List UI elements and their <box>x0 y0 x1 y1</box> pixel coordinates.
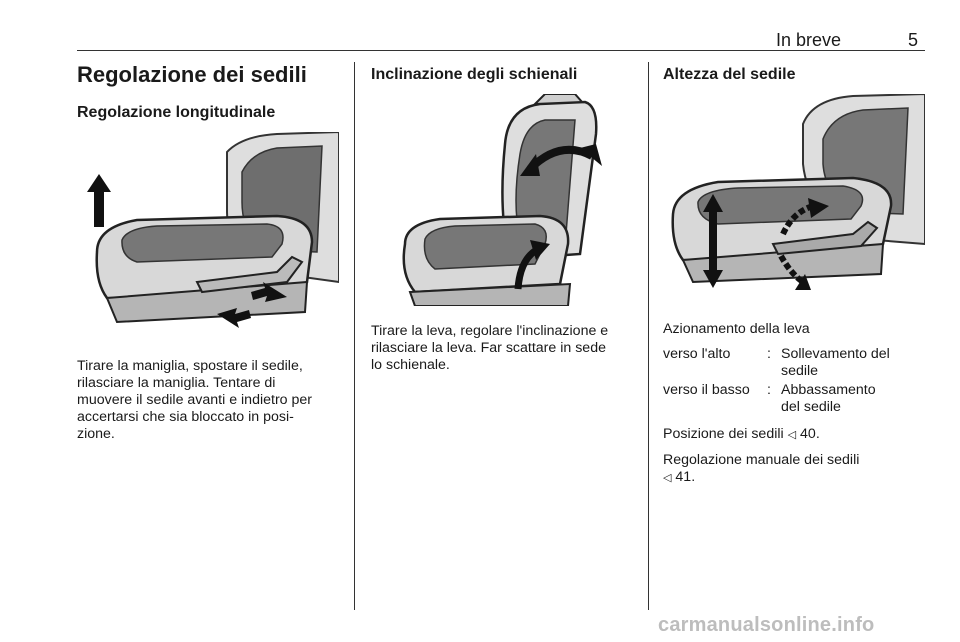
table-value-line: sedile <box>781 363 819 379</box>
reference-page: 40. <box>800 426 820 442</box>
page-number: 5 <box>908 30 919 50</box>
table-value-line: Abbassamento <box>781 382 876 398</box>
table-value <box>781 380 927 416</box>
table-separator: : <box>767 382 771 398</box>
column-divider-2 <box>648 62 649 610</box>
reference-text: Posizione dei sedili <box>663 426 784 442</box>
cross-reference-seat-position[interactable] <box>663 426 927 444</box>
table-key: verso l'alto <box>663 346 731 362</box>
main-heading: Regolazione dei sedili <box>77 62 307 87</box>
heading-height: Altezza del sedile <box>663 66 796 83</box>
seat-height-illustration <box>663 94 925 294</box>
text-line: rilasciare la leva. Far scattare in sede <box>371 340 606 356</box>
seat-longitudinal-illustration <box>77 132 339 332</box>
table-row <box>663 380 927 416</box>
table-separator: : <box>767 346 771 362</box>
watermark: carmanualsonline.info <box>658 614 875 636</box>
text-line: Tirare la leva, regolare l'inclinazione e <box>371 323 609 339</box>
reference-text: Regolazione manuale dei sedili <box>663 452 860 468</box>
heading-recline: Inclinazione degli schienali <box>371 66 578 83</box>
text-line: accertarsi che sia bloccato in posi- <box>77 409 294 425</box>
table-key: verso il basso <box>663 382 750 398</box>
paragraph-longitudinal <box>77 358 347 443</box>
text-line: muovere il sedile avanti e indietro per <box>77 392 313 408</box>
paragraph-recline <box>371 323 643 374</box>
seat-recline-illustration <box>370 94 632 306</box>
page-reference-icon: ◁ <box>787 429 797 441</box>
text-line: zione. <box>77 426 115 442</box>
cross-reference-manual-seat[interactable] <box>663 452 927 487</box>
header-rule <box>77 50 925 51</box>
subheading-longitudinal: Regolazione longitudinale <box>77 104 276 121</box>
section-title: In breve <box>776 30 842 50</box>
lever-action-table <box>663 346 927 416</box>
page-reference-icon: ◁ <box>663 472 672 484</box>
text-line: lo schienale. <box>371 357 450 373</box>
table-value-line: Sollevamento del <box>781 346 890 362</box>
reference-page: 41. <box>675 469 696 485</box>
text-line: rilasciare la maniglia. Tentare di <box>77 375 276 391</box>
table-value-line: del sedile <box>781 399 841 415</box>
text-line: Tirare la maniglia, spostare il sedile, <box>77 358 303 374</box>
column-divider-1 <box>354 62 355 610</box>
intro-lever: Azionamento della leva <box>663 321 810 337</box>
table-row <box>663 346 927 380</box>
table-value <box>781 346 927 380</box>
